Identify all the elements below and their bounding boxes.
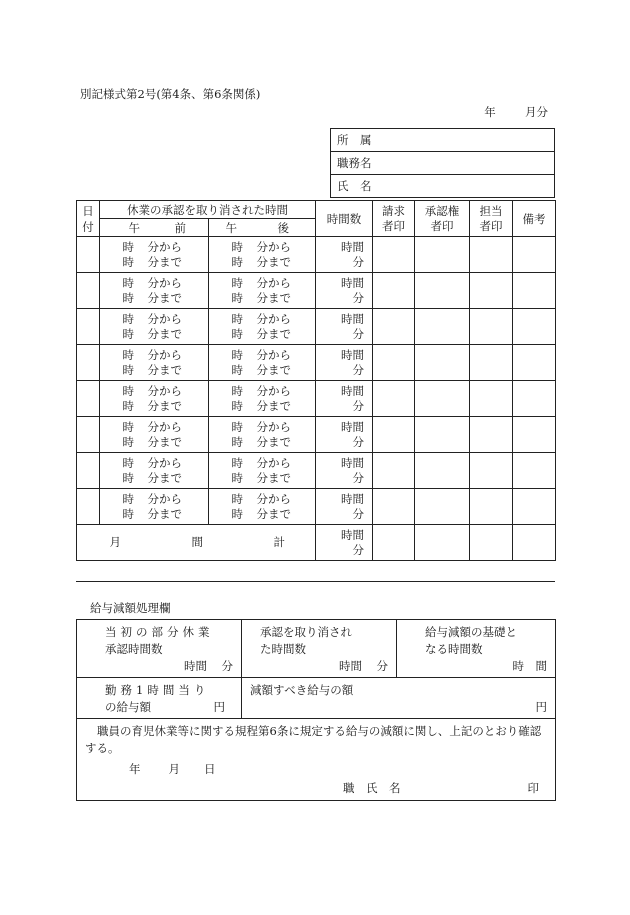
entry-remarks[interactable] [513, 453, 556, 489]
entry-pm-range[interactable]: 時 分から 時 分まで [209, 417, 316, 453]
entry-hours[interactable]: 時間 分 [316, 345, 373, 381]
table-row [77, 381, 556, 417]
total-requester-seal[interactable] [373, 525, 415, 561]
table-row [77, 309, 556, 345]
entry-date[interactable] [77, 381, 100, 417]
entry-requester-seal[interactable] [373, 273, 415, 309]
table-row [77, 273, 556, 309]
confirmation-date[interactable]: 年 月 日 [129, 762, 216, 776]
position-field[interactable]: 職務名 [331, 152, 555, 175]
seal-mark: 印 [527, 781, 539, 795]
employee-info-table [330, 128, 555, 198]
table-row [77, 237, 556, 273]
entry-pm-range[interactable]: 時 分から 時 分まで [209, 381, 316, 417]
entry-hours[interactable]: 時間 分 [316, 273, 373, 309]
entry-pm-range[interactable]: 時 分から 時 分まで [209, 273, 316, 309]
entry-am-range[interactable]: 時 分から 時 分まで [100, 417, 209, 453]
form-title: 別記様式第2号(第4条、第6条関係) [80, 87, 261, 101]
section-divider [76, 581, 555, 582]
entry-requester-seal[interactable] [373, 453, 415, 489]
total-approver-seal[interactable] [415, 525, 470, 561]
entry-requester-seal[interactable] [373, 237, 415, 273]
confirmation-cell [77, 719, 556, 801]
entry-requester-seal[interactable] [373, 489, 415, 525]
entry-requester-seal[interactable] [373, 345, 415, 381]
cancelled-hours-cell[interactable]: 承認を取り消され た時間数 時間 分 [242, 620, 397, 678]
table-row [77, 417, 556, 453]
col-hours-header: 時間数 [316, 201, 373, 237]
entry-charge-seal[interactable] [470, 417, 513, 453]
entry-remarks[interactable] [513, 381, 556, 417]
entry-charge-seal[interactable] [470, 309, 513, 345]
monthly-total-hours[interactable]: 時間 分 [316, 525, 373, 561]
table-row [77, 489, 556, 525]
total-remarks[interactable] [513, 525, 556, 561]
signer-label: 職 氏 名 [343, 781, 401, 795]
entry-date[interactable] [77, 345, 100, 381]
signature-line[interactable] [85, 780, 547, 798]
entry-approver-seal[interactable] [415, 453, 470, 489]
entry-hours[interactable]: 時間 分 [316, 489, 373, 525]
col-remarks-header: 備考 [513, 201, 556, 237]
entry-hours[interactable]: 時間 分 [316, 381, 373, 417]
report-month [484, 104, 548, 120]
entry-pm-range[interactable]: 時 分から 時 分まで [209, 453, 316, 489]
reduction-basis-hours-cell[interactable]: 給与減額の基礎と なる時間数 時 間 [397, 620, 556, 678]
table-row [77, 345, 556, 381]
entry-am-range[interactable]: 時 分から 時 分まで [100, 489, 209, 525]
entry-date[interactable] [77, 309, 100, 345]
entry-hours[interactable]: 時間 分 [316, 417, 373, 453]
col-cancelled-time-header: 休業の承認を取り消された時間 [100, 201, 316, 219]
entry-pm-range[interactable]: 時 分から 時 分まで [209, 345, 316, 381]
entry-approver-seal[interactable] [415, 489, 470, 525]
entry-am-range[interactable]: 時 分から 時 分まで [100, 453, 209, 489]
entry-remarks[interactable] [513, 237, 556, 273]
entry-hours[interactable]: 時間 分 [316, 453, 373, 489]
name-field[interactable]: 氏 名 [331, 175, 555, 198]
entry-requester-seal[interactable] [373, 309, 415, 345]
salary-reduction-table [76, 619, 556, 801]
entry-date[interactable] [77, 237, 100, 273]
total-charge-seal[interactable] [470, 525, 513, 561]
col-pm-header: 午 後 [209, 219, 316, 237]
entry-charge-seal[interactable] [470, 345, 513, 381]
initial-approved-hours-cell[interactable]: 当初の部分休業 承認時間数 時間 分 [77, 620, 242, 678]
month-label: 月分 [525, 105, 548, 119]
entry-date[interactable] [77, 453, 100, 489]
entry-approver-seal[interactable] [415, 417, 470, 453]
entry-remarks[interactable] [513, 417, 556, 453]
entry-remarks[interactable] [513, 345, 556, 381]
entry-am-range[interactable]: 時 分から 時 分まで [100, 273, 209, 309]
entry-date[interactable] [77, 417, 100, 453]
salary-reduction-title: 給与減額処理欄 [90, 601, 171, 615]
entry-rows [77, 237, 556, 525]
col-requester-header: 請求 者印 [373, 201, 415, 237]
entry-remarks[interactable] [513, 309, 556, 345]
entry-hours[interactable]: 時間 分 [316, 237, 373, 273]
entry-approver-seal[interactable] [415, 237, 470, 273]
col-date-header: 日 付 [77, 201, 100, 237]
entry-pm-range[interactable]: 時 分から 時 分まで [209, 489, 316, 525]
entry-hours[interactable]: 時間 分 [316, 309, 373, 345]
cancelled-time-table [76, 200, 556, 561]
monthly-total-label: 月 間 計 [77, 525, 316, 561]
entry-am-range[interactable]: 時 分から 時 分まで [100, 237, 209, 273]
col-am-header: 午 前 [100, 219, 209, 237]
col-approver-header: 承認権 者印 [415, 201, 470, 237]
entry-pm-range[interactable]: 時 分から 時 分まで [209, 309, 316, 345]
entry-requester-seal[interactable] [373, 417, 415, 453]
entry-am-range[interactable]: 時 分から 時 分まで [100, 309, 209, 345]
monthly-total-row [77, 525, 556, 561]
entry-charge-seal[interactable] [470, 237, 513, 273]
entry-charge-seal[interactable] [470, 273, 513, 309]
entry-am-range[interactable]: 時 分から 時 分まで [100, 381, 209, 417]
entry-am-range[interactable]: 時 分から 時 分まで [100, 345, 209, 381]
affiliation-field[interactable]: 所 属 [331, 129, 555, 152]
confirmation-text: 職員の育児休業等に関する規程第6条に規定する給与の減額に関し、上記のとおり確認する。 [85, 724, 542, 755]
entry-approver-seal[interactable] [415, 309, 470, 345]
entry-requester-seal[interactable] [373, 381, 415, 417]
col-charge-header: 担当 者印 [470, 201, 513, 237]
entry-remarks[interactable] [513, 273, 556, 309]
entry-approver-seal[interactable] [415, 345, 470, 381]
entry-charge-seal[interactable] [470, 381, 513, 417]
entry-pm-range[interactable]: 時 分から 時 分まで [209, 237, 316, 273]
entry-charge-seal[interactable] [470, 489, 513, 525]
entry-charge-seal[interactable] [470, 453, 513, 489]
entry-remarks[interactable] [513, 489, 556, 525]
entry-date[interactable] [77, 489, 100, 525]
reduction-amount-cell[interactable]: 減額すべき給与の額 円 [242, 678, 556, 719]
entry-approver-seal[interactable] [415, 381, 470, 417]
hourly-pay-cell[interactable]: 勤務1時間当り の給与額 円 [77, 678, 242, 719]
entry-date[interactable] [77, 273, 100, 309]
table-row [77, 453, 556, 489]
year-label: 年 [484, 105, 496, 119]
entry-approver-seal[interactable] [415, 273, 470, 309]
